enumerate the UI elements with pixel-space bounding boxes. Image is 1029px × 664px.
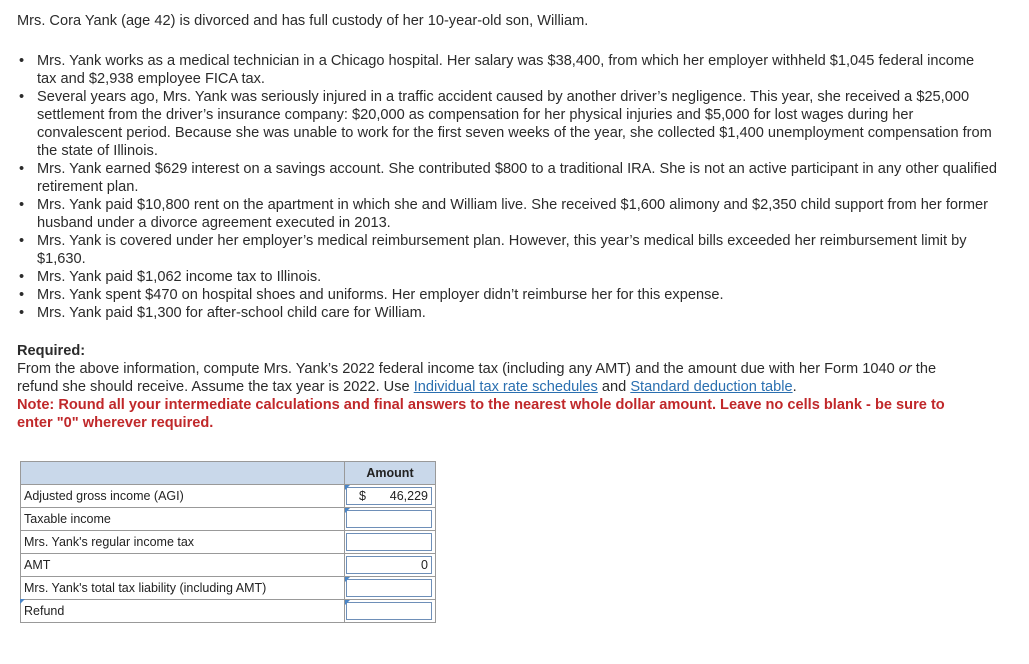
row-label: Taxable income bbox=[21, 508, 345, 531]
amount-header: Amount bbox=[345, 462, 436, 485]
table-row bbox=[21, 531, 436, 554]
list-item: • Mrs. Yank works as a medical technician in a Chicago hospital. Her salary was $38,400, from which her employer withheld $1,045 federal income tax and $2,938 employee FICA tax. bbox=[37, 52, 997, 88]
row-label: Adjusted gross income (AGI) bbox=[21, 485, 345, 508]
standard-deduction-link[interactable]: Standard deduction table bbox=[630, 379, 793, 395]
row-label: Mrs. Yank's total tax liability (including AMT) bbox=[21, 577, 345, 600]
table-row bbox=[21, 600, 436, 623]
table-row bbox=[21, 485, 436, 508]
answer-table bbox=[20, 461, 436, 623]
taxable-income-input[interactable] bbox=[346, 510, 432, 528]
currency-symbol: $ bbox=[359, 489, 366, 503]
list-item: • Mrs. Yank paid $10,800 rent on the apartment in which she and William live. She received $1,600 alimony and $2,350 child support from her former husband under a divorce agreement executed in 2013. bbox=[37, 196, 997, 232]
amount-cell bbox=[345, 554, 436, 577]
label-marker bbox=[20, 599, 25, 604]
list-item: • Several years ago, Mrs. Yank was seriously injured in a traffic accident caused by another driver’s negligence. This year, she received a $25,000 settlement from the driver’s insurance company: $20,000 as compensation for her physical injuries and $5,000 for lost wages during her convalescent period. Because she was unable to work for the first seven weeks of the year, she collected $1,400 unemployment compensation from the state of Illinois. bbox=[37, 88, 997, 160]
facts-list bbox=[17, 52, 997, 322]
regular-tax-input[interactable] bbox=[346, 533, 432, 551]
refund-label: Refund bbox=[24, 604, 65, 618]
rounding-note: Note: Round all your intermediate calculations and final answers to the nearest whole dollar amount. Leave no cells blank - be sure to enter "0" wherever required. bbox=[17, 397, 945, 431]
amount-cell bbox=[345, 531, 436, 554]
intro-text: Mrs. Cora Yank (age 42) is divorced and has full custody of her 10-year-old son, William. bbox=[17, 13, 589, 29]
list-item: • Mrs. Yank paid $1,062 income tax to Illinois. bbox=[37, 268, 997, 286]
list-item: • Mrs. Yank is covered under her employer’s medical reimbursement plan. However, this year’s medical bills exceeded her reimbursement limit by $1,630. bbox=[37, 232, 997, 268]
table-header-blank bbox=[21, 462, 345, 485]
list-item: • Mrs. Yank spent $470 on hospital shoes and uniforms. Her employer didn’t reimburse her for this expense. bbox=[37, 286, 997, 304]
cell-marker bbox=[345, 577, 350, 582]
cell-marker bbox=[345, 485, 350, 490]
table-row bbox=[21, 554, 436, 577]
refund-input[interactable] bbox=[346, 602, 432, 620]
amount-cell bbox=[345, 577, 436, 600]
cell-marker bbox=[345, 508, 350, 513]
cell-marker bbox=[345, 600, 350, 605]
list-item: • Mrs. Yank earned $629 interest on a savings account. She contributed $800 to a traditional IRA. She is not an active participant in any other qualified retirement plan. bbox=[37, 160, 997, 196]
instruction-or: or bbox=[898, 361, 912, 377]
table-row bbox=[21, 577, 436, 600]
amount-cell bbox=[345, 485, 436, 508]
instruction-text: From the above information, compute Mrs. Yank’s 2022 federal income tax (including any AMT) and the amount due with her Form 1040 bbox=[17, 361, 899, 377]
row-label: AMT bbox=[21, 554, 345, 577]
amount-cell bbox=[345, 600, 436, 623]
required-instructions bbox=[17, 360, 977, 396]
row-label bbox=[21, 600, 345, 623]
tax-rate-schedules-link[interactable]: Individual tax rate schedules bbox=[413, 379, 598, 395]
required-title: Required: bbox=[17, 343, 86, 359]
table-row bbox=[21, 508, 436, 531]
amount-cell bbox=[345, 508, 436, 531]
required-section bbox=[17, 342, 977, 432]
instruction-text: and bbox=[597, 379, 631, 395]
table-header-row bbox=[21, 462, 436, 485]
instruction-text: . bbox=[792, 379, 797, 395]
instruction-text: the refund she should receive. Assume the tax year is 2022. Use bbox=[17, 361, 937, 395]
list-item: • Mrs. Yank paid $1,300 for after-school child care for William. bbox=[37, 304, 997, 322]
row-label: Mrs. Yank's regular income tax bbox=[21, 531, 345, 554]
amt-input[interactable] bbox=[346, 556, 432, 574]
total-tax-liability-input[interactable] bbox=[346, 579, 432, 597]
